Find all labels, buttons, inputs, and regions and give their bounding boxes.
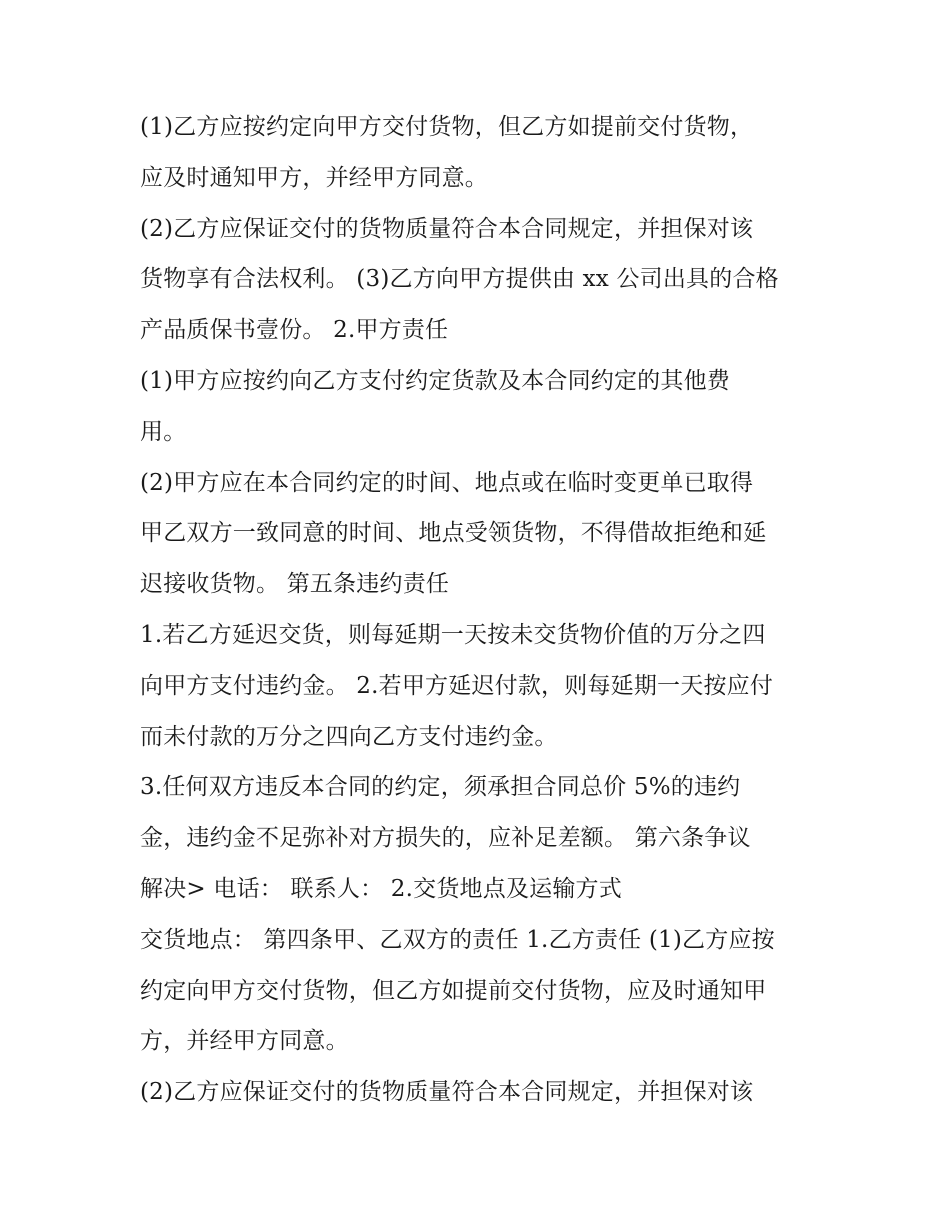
text-line: 产品质保书壹份。 2.甲方责任 — [140, 317, 449, 344]
text-line: (2)乙方应保证交付的货物质量符合本合同规定，并担保对该 — [140, 1079, 754, 1106]
text-line: 向甲方支付违约金。 2.若甲方延迟付款，则每延期一天按应付 — [140, 672, 774, 699]
text-line: 解决> 电话： 联系人： 2.交货地点及运输方式 — [140, 875, 622, 902]
text-line: 用。 — [140, 418, 187, 445]
document-body — [140, 102, 830, 1118]
text-line: 方，并经甲方同意。 — [140, 1028, 349, 1055]
text-line: (2)乙方应保证交付的货物质量符合本合同规定，并担保对该 — [140, 215, 754, 242]
text-line: 交货地点： 第四条甲、乙双方的责任 1.乙方责任 (1)乙方应按 — [140, 926, 775, 953]
text-line: 应及时通知甲方，并经甲方同意。 — [140, 164, 488, 191]
text-line: 1.若乙方延迟交货，则每延期一天按未交货物价值的万分之四 — [140, 621, 766, 648]
text-line: 而未付款的万分之四向乙方支付违约金。 — [140, 723, 558, 750]
text-line: 约定向甲方交付货物，但乙方如提前交付货物，应及时通知甲 — [140, 977, 767, 1004]
text-line: 金，违约金不足弥补对方损失的，应补足差额。 第六条争议 — [140, 825, 751, 852]
text-line: 货物享有合法权利。 (3)乙方向甲方提供由 xx 公司出具的合格 — [140, 266, 779, 293]
text-line: (1)甲方应按约向乙方支付约定货款及本合同约定的其他费 — [140, 367, 730, 394]
text-line: (2)甲方应在本合同约定的时间、地点或在临时变更单已取得 — [140, 469, 754, 496]
text-line: 甲乙双方一致同意的时间、地点受领货物，不得借故拒绝和延 — [140, 520, 767, 547]
text-line: (1)乙方应按约定向甲方交付货物，但乙方如提前交付货物， — [140, 114, 754, 140]
text-line: 3.任何双方违反本合同的约定，须承担合同总价 5%的违约 — [140, 774, 741, 801]
text-line: 迟接收货物。 第五条违约责任 — [140, 571, 450, 598]
